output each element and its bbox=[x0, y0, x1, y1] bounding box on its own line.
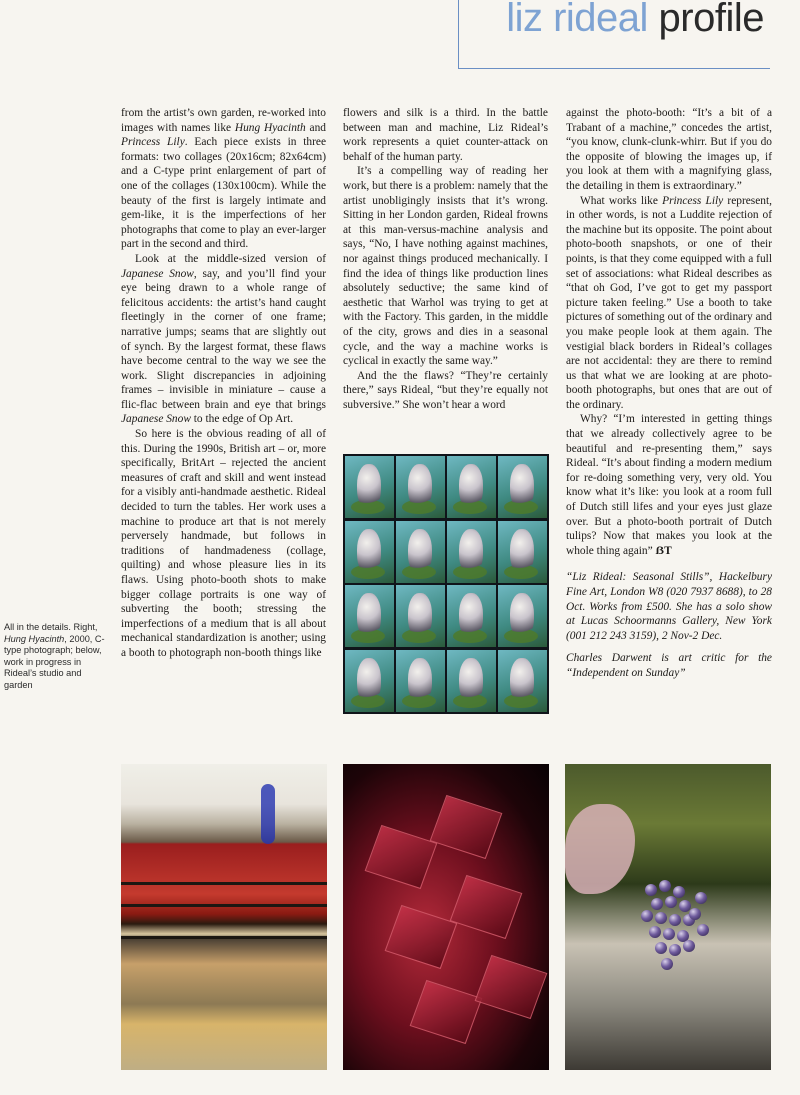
stitch-line bbox=[121, 882, 327, 885]
grape bbox=[695, 892, 707, 904]
red-tiles-photo bbox=[343, 764, 549, 1070]
paragraph: So here is the obvious reading of all of this. During the 1990s, British art – or, more specifically, BritArt – rejected the ancient measures of craft and skill and went instead for a visibly anti-handmade aesthetic. Rideal decided to turn the tables. Her work uses a machine to produce art that is not merely perversely handmade, but follows in traditions of handmadeness (collage, quilting) and whose pleasure lies in its flaws. Using photo-booth shots to make bigger collage portraits is one way of subverting the booth; stressing the imperfections of a medium that is all about mechanical standardization is another; using a booth to photograph non-booth things like bbox=[121, 428, 326, 659]
italic-title: Hung Hyacinth bbox=[4, 633, 65, 644]
grape bbox=[655, 912, 667, 924]
photo-booth-frame bbox=[396, 456, 445, 518]
author-byline: Charles Darwent is art critic for the “Independent on Sunday” bbox=[566, 652, 772, 679]
paragraph: Why? “I’m interested in getting things that we already collectively agree to be beautiful and re-presenting them,” says Rideal. “It’s about finding a modern medium for re-doing something very, very old. You know what it’s like: you look at a room full of Dutch still lifes and your eyes just glaze over. But a photo-booth portrait of Dutch tulips? Now that makes you look at the whole thing again” ẞT bbox=[566, 413, 772, 557]
paragraph: against the photo-booth: “It’s a bit of a Trabant of a machine,” concedes the artist, “you know, clunk-clunk-whirr. But if you do the opposite of blowing the images up, if you look at them with a magnifying glass, the detailing in them is extraordinary.” bbox=[566, 107, 772, 192]
header-artist-name: liz rideal bbox=[506, 0, 648, 40]
photo-booth-frame bbox=[396, 585, 445, 647]
tile bbox=[450, 875, 523, 939]
photo-booth-frame bbox=[498, 585, 547, 647]
tile bbox=[475, 955, 548, 1019]
photo-caption: All in the details. Right, Hung Hyacinth, 2000, C-type photograph; below, work in progress in Rideal’s studio and garden bbox=[4, 622, 105, 690]
grape bbox=[689, 908, 701, 920]
photo-booth-frame bbox=[498, 456, 547, 518]
tile bbox=[365, 825, 438, 889]
photo-booth-frame bbox=[447, 585, 496, 647]
grape bbox=[641, 910, 653, 922]
paragraph: And the the flaws? “They’re certainly there,” says Rideal, “but they’re equally not subversive.” She won’t hear a word bbox=[343, 369, 548, 411]
italic-title: Japanese Snow bbox=[121, 413, 191, 426]
page-header bbox=[458, 0, 770, 69]
grape bbox=[661, 958, 673, 970]
grape bbox=[669, 944, 681, 956]
photo-booth-frame bbox=[345, 650, 394, 712]
photo-booth-frame bbox=[447, 521, 496, 583]
exhibition-info: “Liz Rideal: Seasonal Stills”, Hackelbury Fine Art, London W8 (020 7937 8688), to 28 Oct. Works from £500. She has a solo show at Lucas Schoormanns Gallery, New York (001 212 243 3159), 2 Nov-2 Dec. bbox=[566, 571, 772, 642]
end-mark: ẞT bbox=[655, 544, 672, 557]
photo-booth-frame bbox=[345, 521, 394, 583]
grape bbox=[673, 886, 685, 898]
grape bbox=[649, 926, 661, 938]
italic-title: Hung Hyacinth bbox=[234, 121, 306, 134]
grape bbox=[645, 884, 657, 896]
paragraph: It’s a compelling way of reading her work, but there is a problem: namely that the artist unobligingly insists that it’s wrong. Sitting in her London garden, Rideal frowns at this man-versus-machine analysis and says, “No, I have nothing against machines, nor against things produced mechanically. I find the idea of things like production lines absolutely seductive; the same kind of aesthetic that Warhol was trying to get at with the Factory. This garden, in the middle of the city, grows and dies in a seasonal cycle, and the way a machine works is cyclical in exactly the same way.” bbox=[343, 165, 548, 368]
grape bbox=[669, 914, 681, 926]
tile bbox=[430, 795, 503, 859]
grapes-garden-photo bbox=[565, 764, 771, 1070]
tile bbox=[385, 905, 458, 969]
stitch-line bbox=[121, 936, 327, 939]
header-section-label: profile bbox=[658, 0, 764, 40]
text-column-1 bbox=[121, 106, 326, 661]
paragraph: Look at the middle-sized version of Japanese Snow, say, and you’ll find your eye being drawn to a whole range of felicitous accidents: the artist’s hand caught fleetingly in the corner of one frame; narrative jumps; seams that are slightly out of synch. By the largest format, these flaws have become central to the way we see the work. Slight discrepancies in adjoining frames – invisible in miniature – cause a flic-flac between brain and eye that brings Japanese Snow to the edge of Op Art. bbox=[121, 252, 326, 426]
hung-hyacinth-photo-grid bbox=[343, 454, 549, 714]
paragraph: flowers and silk is a third. In the battle between man and machine, Liz Rideal’s work represents a quiet counter-attack on behalf of the human party. bbox=[343, 107, 548, 163]
photo-booth-frame bbox=[345, 456, 394, 518]
header-title bbox=[506, 0, 764, 41]
grape bbox=[663, 928, 675, 940]
photo-booth-frame bbox=[396, 650, 445, 712]
grape bbox=[659, 880, 671, 892]
stitch-line bbox=[121, 904, 327, 907]
text-column-2 bbox=[343, 106, 548, 412]
grape bbox=[683, 940, 695, 952]
photo-booth-frame bbox=[447, 650, 496, 712]
studio-work-photo bbox=[121, 764, 327, 1070]
grape bbox=[651, 898, 663, 910]
text-column-3 bbox=[566, 106, 772, 681]
grape bbox=[665, 896, 677, 908]
paragraph: from the artist’s own garden, re-worked into images with names like Hung Hyacinth and Princess Lily. Each piece exists in three formats: two collages (20x16cm; 82x64cm) and a C-type print enlargement of part of one of the collages (130x100cm). While the beauty of the first is largely intimate and gem-like, it is the imperfections of her photographs that come to play an ever-larger part in the second and third. bbox=[121, 107, 327, 251]
italic-title: Princess Lily bbox=[662, 194, 724, 207]
italic-title: Princess Lily bbox=[121, 136, 185, 149]
tile bbox=[410, 980, 483, 1044]
paragraph: What works like Princess Lily represent, in other words, is not a Luddite rejection of the machine but its opposite. The point about photo-booth snapshots, or one of their points, is that they come equipped with a full set of associations: what Rideal describes as “that oh God, I’ve got to get my passport picture taken feeling.” Use a booth to take pictures of something out of the ordinary and you make people look at them again. The vestigial black borders in Rideal’s collages are not accidental: they are there to remind us that what we are looking at are photo-booth photographs, but ones that are out of the ordinary. bbox=[566, 194, 772, 411]
photo-booth-frame bbox=[498, 521, 547, 583]
photo-booth-frame bbox=[498, 650, 547, 712]
grape bbox=[655, 942, 667, 954]
thread-detail bbox=[261, 784, 275, 844]
leaf bbox=[565, 804, 635, 894]
photo-booth-frame bbox=[447, 456, 496, 518]
italic-title: Japanese Snow bbox=[121, 267, 194, 280]
photo-booth-frame bbox=[345, 585, 394, 647]
grape bbox=[697, 924, 709, 936]
photo-booth-frame bbox=[396, 521, 445, 583]
